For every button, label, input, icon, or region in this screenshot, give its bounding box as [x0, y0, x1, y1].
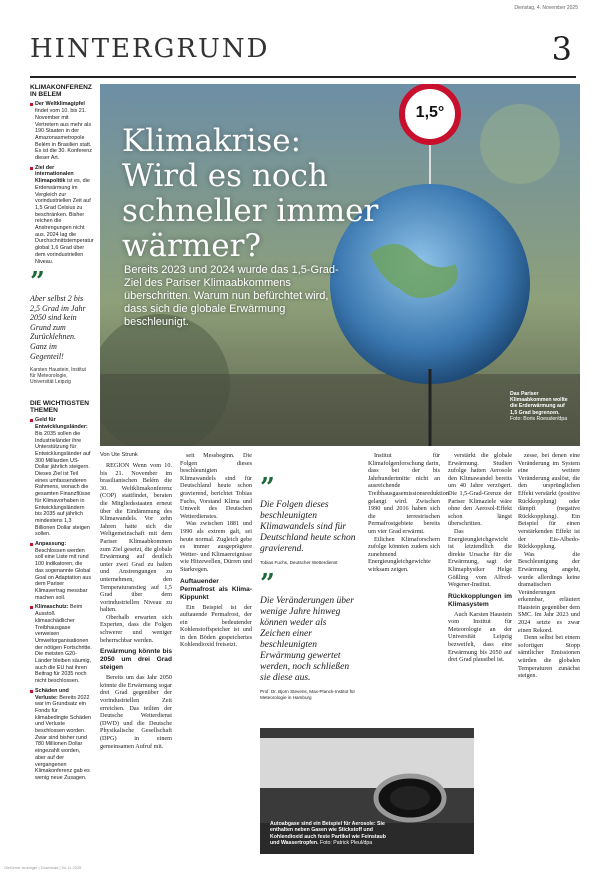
article-column-2 — [180, 452, 252, 649]
info-box-topics — [30, 400, 92, 785]
quote-mark-icon: ” — [260, 569, 275, 599]
topic-item-bold: Klimaschutz: — [35, 604, 69, 611]
topic-item-text: Beim Ausstoß klimaschädlicher Treibhausgase verweisen Umweltorganisationen der nötigen Fortschritte. Die meisten G20-Länder bleiben säumig, auch die EU hat ihren Beitrag für 2035 noch nicht beschlossen. — [35, 604, 92, 685]
exhaust-photo — [260, 728, 474, 854]
topic-item — [30, 417, 92, 538]
paragraph: Ein Beispiel ist der auftauende Permafrost, der ein bedeutender Kohlenstoffspeicher ist und in den Böden gespeichertes Kohlendioxid freisetzt. — [180, 603, 252, 649]
paragraph: Auch Karsten Haustein vom Institut für Meteorologie an der Universität Leipzig bezweifelt, dass eine Erwärmung bis 2050 auf drei Grad plausibel ist. — [448, 610, 512, 664]
pull-quote-text: Die Folgen dieses beschleunigten Klimawandels sind für Deutschland heute schon gravierend. — [260, 500, 356, 554]
paragraph: zesse, bei denen eine Veränderung im System eine weitere Veränderung auslöst, die den ursprünglichen Effekt verstärkt (positive Rückkopplung) oder dämpft (negative Rückkopplung). Ein Beispiel für einen verstärkenden Effekt ist der Eis-Albedo-Rückkopplung. — [518, 452, 580, 551]
paragraph: Institut für Klimafolgenforschung darin, dass bei der bis Jahrhundertmitte nicht an ausreichende Treibhausgasemissionsreduktion gelangt wird. Zwischen 1990 und 2016 haben sich die terrestrischen Permafrostgebiete bereits um vier Grad erwärmt. — [368, 452, 449, 535]
headline-line: wärmer? — [122, 228, 262, 264]
topic-item-bold: Anpassung: — [35, 541, 67, 548]
hero-photo — [100, 84, 580, 446]
paragraph: Denn selbst bei einem sofortigen Stopp sämtlicher Emissionen würden die globalen Temperaturen zunächst steigen. — [518, 634, 580, 680]
article-column-4 — [448, 452, 512, 664]
headline-line: Wird es noch — [122, 158, 328, 194]
side-quote — [30, 267, 92, 386]
paragraph: Etlichen Klimaforschern zufolge könnten zudem sich zunehmend Energieungleichgewichte wirksam zeigen. — [368, 535, 440, 573]
pull-quote — [260, 569, 356, 700]
exhaust-credit: Foto: Patrick Pleul/dpa — [319, 839, 373, 846]
side-quote-source: Karsten Haustein, Institut für Meteorologie, Universität Leipzig — [30, 367, 86, 386]
pull-quote-source: Tobias Fuchs, Deutscher Wetterdienst — [260, 560, 338, 565]
section-title: HINTERGRUND — [30, 34, 270, 64]
hero-credit: Foto: Boris Roessler/dpa — [510, 415, 568, 422]
paragraph: Bereits um das Jahr 2050 könnte die Erwärmung sogar drei Grad gegenüber der vorindustriellen Zeit erreichen. Das teilten der Deutsche Wetterdienst (DWD) und die Deutsche Physikalische Gesellschaft (DPG) in einem gemeinsamen Aufruf mit. — [100, 674, 172, 750]
pull-quote — [260, 473, 356, 566]
topic-item-text: Beschlossen werden soll eine Liste mit rund 100 Indikatoren, die das sogenannte Global Goal on Adaptation aus dem Pariser Klimavertrag messbar machen soll. — [35, 547, 92, 601]
exhaust-caption-text: Autoabgase sind ein Beispiel für Aerosole: Sie enthalten neben Gasen wie Stickstoff und Kohlendioxid auch feste Partikel wie Feinstaub und Wassertropfen. — [270, 821, 386, 846]
header-rule — [30, 76, 576, 78]
side-quote-text: Aber selbst 2 bis 2,5 Grad im Jahr 2050 sind kein Grund zum Zurücklehnen. Ganz im Gegenteil! — [30, 294, 86, 361]
speed-sign-label: 1,5° — [415, 104, 445, 121]
pull-quote-source: Prof. Dr. Bjorn Stevens, Max-Planck-Institut für Meteorologie in Hamburg — [260, 689, 355, 700]
topics-heading: DIE WICHTIGSTEN THEMEN — [30, 400, 89, 415]
footer-line: Gießener Anzeiger | Download | 04.11.2025 — [4, 865, 82, 870]
paragraph: Was zwischen 1881 und 1990 als extrem galt, sei heute normal. Zugleich gebe es immer ausgeprägtere Wetter- und Klimaereignisse wie Hitzewellen, Dürren und Starkregen. — [180, 520, 252, 573]
paragraph: Das Energieungleichgewicht ist letztendlich die direkte Ursache für die Erwärmung, sagt der Klimaphysiker Helge Gößling vom Alfred-Wegener-Institut. — [448, 527, 512, 589]
info-box-item — [30, 165, 92, 266]
info-item-text: findet vom 10. bis 21. November mit Vertretern aus mehr als 190 Staaten in der Amazonasmetropole Belém in Brasilien statt. Es ist die 30. Konferenz dieser Art. — [35, 108, 92, 162]
article-column-5 — [518, 452, 580, 680]
info-item-text: ist es, die Erderwärmung im Vergleich zur vorindustriellen Zeit auf 1,5 Grad Celsius zu beschränken. Bisher reichen die Anstrengungen nicht aus. 2024 lag die Durchschnittstemperatur global 1,6 Grad über dem vorindustriellen Niveau. — [35, 178, 94, 265]
info-box-heading: KLIMAKONFERENZ IN BELEM — [30, 84, 92, 99]
subheading: Auftauender Permafrost als Klima-Kippunkt — [180, 577, 252, 601]
subheading: Erwärmung könnte bis 2050 um drei Grad steigen — [100, 648, 172, 672]
headline-line: Klimakrise: — [122, 123, 302, 159]
hero-caption-text: Das Pariser Klimaabkommen wollte die Erderwärmung auf 1,5 Grad begrenzen. — [510, 390, 568, 416]
issue-date: Dienstag, 4. November 2025 — [514, 5, 578, 11]
headline-line: schneller immer — [122, 193, 379, 229]
topic-item-text: Bereits 2022 war im Grundsatz ein Fonds für klimabedingte Schäden und Verluste beschlossen worden. Zwar sind bisher rund 780 Millionen Dollar eingezahlt worden, aber auf der vergangenen Klimakonferenz gab es wenig neue Zusagen. — [35, 694, 92, 781]
quote-mark-icon: ” — [30, 267, 45, 297]
pull-quote-text: Die Veränderungen über wenige Jahre hinweg können weder als Zeichen einer beschleunigten Erwärmung gewertet werden, noch schließen sie diese aus. — [260, 596, 354, 683]
info-item-bold: Der Weltklimagipfel — [35, 101, 85, 108]
byline: Von Ute Strunk — [100, 452, 138, 458]
topic-item — [30, 604, 92, 684]
info-box-item — [30, 101, 92, 161]
paragraph: verstärkt die globale Erwärmung. Studien zufolge hatten Aerosole den Klimawandel bereits um 40 Jahre verzögert. Die 1,5-Grad-Grenze der Pariser Klimaziele wäre ohne den Aerosol-Effekt schon längst überschritten. — [448, 452, 512, 528]
topic-item — [30, 541, 92, 601]
quote-mark-icon: ” — [260, 473, 275, 503]
paragraph: REGION Wenn vom 10. bis 21. November im brasilianischen Belém die 30. Weltklimakonferenz (COP) stattfindet, beraten die Mitgliedsstaaten erneut über die Eindämmung des Klimawandels. Vor zehn Jahren hatte sich die Weltgemeinschaft mit dem Pariser Klimaabkommen zum Ziel gesetzt, die globale Erwärmung auf deutlich unter zwei Grad zu halten und Anstrengungen zu unternehmen, den Temperaturanstieg auf 1,5 Grad über dem vorindustriellen Niveau zu halten. — [100, 462, 172, 614]
headline — [122, 124, 378, 264]
article-column-1 — [100, 452, 172, 750]
topic-item-text: Bis 2035 sollen die Industrieländer ihre Unterstützung für Entwicklungsländer auf 300 Milliarden US-Dollar jährlich steigern. Dieses Ziel ist Teil eines umfassenderen Rahmens, wonach die gesamten Finanzflüsse für Klimavorhaben in Entwicklungsländern bis 2035 auf jährlich mindestens 1,3 Billionen Dollar steigen sollen. — [35, 430, 91, 538]
info-item-bold: Ziel der internationalen Klimapolitik — [35, 164, 74, 185]
info-box-conference — [30, 84, 92, 268]
page-number: 3 — [551, 30, 572, 68]
topic-item — [30, 688, 92, 782]
paragraph: Was die Beschleunigung der Erwärmung angeht, wurde allerdings keine dramatischen Veränderungen erkennbar, erläutert Haustein gegenüber dem SMC. Im Jahr 2023 und 2024 setzte es zwar einen Rekord. — [518, 550, 580, 634]
topic-item-bold: Geld für Entwicklungsländer: — [35, 417, 88, 431]
paragraph: Oberhalb erwarten sich Experten, dass die Folgen schwerer und weniger beherrschbar werden. — [100, 613, 172, 644]
exhaust-caption — [270, 821, 388, 846]
deck: Bereits 2023 und 2024 wurde das 1,5-Grad-Ziel des Pariser Klimaabkommens überschritten. Warum nun befürchtet wird, dass sich die globale Erwärmung beschleunigt. — [124, 264, 339, 328]
article-column-3 — [368, 452, 449, 574]
subheading: Rückkopplungen im Klimasystem — [448, 592, 512, 608]
paragraph: seit Messbeginn. Die Folgen dieses beschleunigten Klimawandels sind für Deutschland heute schon gravierend, berichtet Tobias Fuchs, Vorstand Klima und Umwelt des Deutschen Wetterdienstes. — [180, 452, 252, 520]
hero-caption — [510, 391, 572, 422]
topic-item-bold: Schäden und Verluste: — [35, 687, 69, 701]
